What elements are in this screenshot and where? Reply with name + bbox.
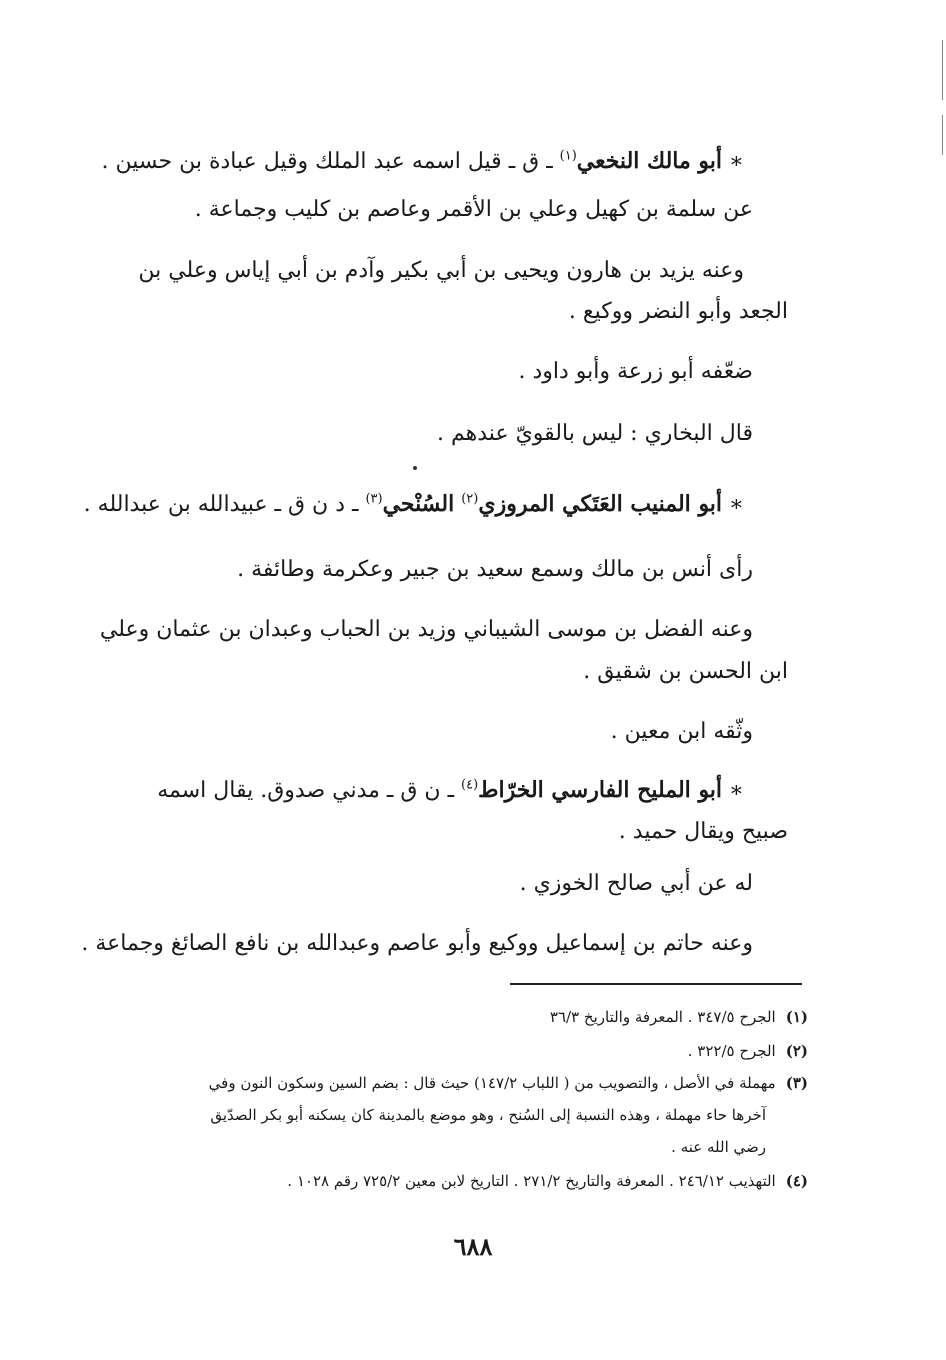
scan-edge-line <box>942 40 943 100</box>
entry-3-line: له عن أبي صالح الخوزي . <box>519 871 753 896</box>
entry-1-line: ضعّفه أبو زرعة وأبو داود . <box>518 359 753 384</box>
ink-speck <box>413 466 417 470</box>
entry-1-intro: ـ ق ـ قيل اسمه عبد الملك وقيل عبادة بن حسين . <box>101 149 553 174</box>
entry-3-note-ref: (٤) <box>461 777 479 793</box>
footnote-number: (٣) <box>785 1074 808 1092</box>
footnote-separator <box>510 983 802 985</box>
entry-2-intro: ـ د ن ق ـ عبيدالله بن عبدالله . <box>83 492 359 517</box>
entry-1-first-line: ∗ أبو مالك النخعي$^{(١)}$ ـ ق ـ قيل اسمه عبد الملك وقيل عبادة بن حسين . <box>101 148 744 174</box>
entry-2-line: رأى أنس بن مالك وسمع سعيد بن جبير وعكرمة وطائفة . <box>237 557 753 582</box>
footnote-text: التهذيب ٢٤٦/١٢ . المعرفة والتاريخ ٢٧١/٢ . التاريخ لابن معين ٧٢٥/٢ رقم ١٠٢٨ . <box>287 1172 776 1190</box>
entry-2-heading-b: السُنْحي <box>382 491 455 517</box>
entry-2-line: وثّقه ابن معين . <box>610 719 753 744</box>
scan-edge-line <box>942 115 943 155</box>
entry-3-line: صبيح ويقال حميد . <box>618 819 788 844</box>
footnote <box>550 1006 808 1028</box>
entry-2-line: ابن الحسن بن شقيق . <box>583 659 788 684</box>
entry-2-heading-a: أبو المنيب العَتَكي المروزي <box>478 491 723 517</box>
entry-2-note-ref-b: (٣) <box>365 491 383 507</box>
footnote-text: الجرح ٣٢٢/٥ . <box>687 1042 776 1060</box>
footnote-continuation: رضي الله عنه . <box>671 1138 766 1156</box>
entry-2-line: وعنه الفضل بن موسى الشيباني وزيد بن الحباب وعبدان بن عثمان وعلي <box>99 617 753 642</box>
footnote-number: (٤) <box>785 1172 808 1190</box>
entry-1-heading: أبو مالك النخعي <box>576 148 723 174</box>
footnote <box>209 1072 808 1094</box>
footnote <box>287 1170 808 1192</box>
footnote-text: مهملة في الأصل ، والتصويب من ( اللباب ١٤٧/٢) حيث قال : بضم السين وسكون النون وفي <box>208 1074 776 1092</box>
entry-3-heading: أبو المليح الفارسي الخرّاط <box>478 777 723 803</box>
footnote-number: (١) <box>785 1008 808 1026</box>
page-number: ٦٨٨ <box>453 1232 493 1261</box>
footnote <box>688 1040 808 1062</box>
entry-1-line: عن سلمة بن كهيل وعلي بن الأقمر وعاصم بن كليب وجماعة . <box>194 197 753 222</box>
footnote-text: الجرح ٣٤٧/٥ . المعرفة والتاريخ ٣٦/٣ <box>549 1008 776 1026</box>
footnote-number: (٢) <box>785 1042 808 1060</box>
entry-1-line: قال البخاري : ليس بالقويّ عندهم . <box>437 421 753 446</box>
entry-1-line: الجعد وأبو النضر ووكيع . <box>568 299 788 324</box>
entry-3-intro: ـ ن ق ـ مدني صدوق. يقال اسمه <box>157 778 455 803</box>
entry-3-first-line: ∗ أبو المليح الفارسي الخرّاط$^{(٤)}$ ـ ن ق ـ مدني صدوق. يقال اسمه <box>157 777 744 803</box>
footnote-continuation: آخرها حاء مهملة ، وهذه النسبة إلى السُنح ، وهو موضع بالمدينة كان يسكنه أبو بكر الصدّيق <box>210 1106 766 1124</box>
entry-2-first-line: ∗ أبو المنيب العَتَكي المروزي$^{(٢)}$ السُنْحي$^{(٣)}$ ـ د ن ق ـ عبيدالله بن عبدالله . <box>83 491 744 517</box>
entry-3-line: وعنه حاتم بن إسماعيل ووكيع وأبو عاصم وعبدالله بن نافع الصائغ وجماعة . <box>81 931 753 956</box>
entry-1-note-ref: (١) <box>559 148 577 164</box>
entry-2-note-ref-a: (٢) <box>461 491 479 507</box>
entry-1-line: وعنه يزيد بن هارون ويحيى بن أبي بكير وآدم بن أبي إياس وعلي بن <box>138 258 744 283</box>
